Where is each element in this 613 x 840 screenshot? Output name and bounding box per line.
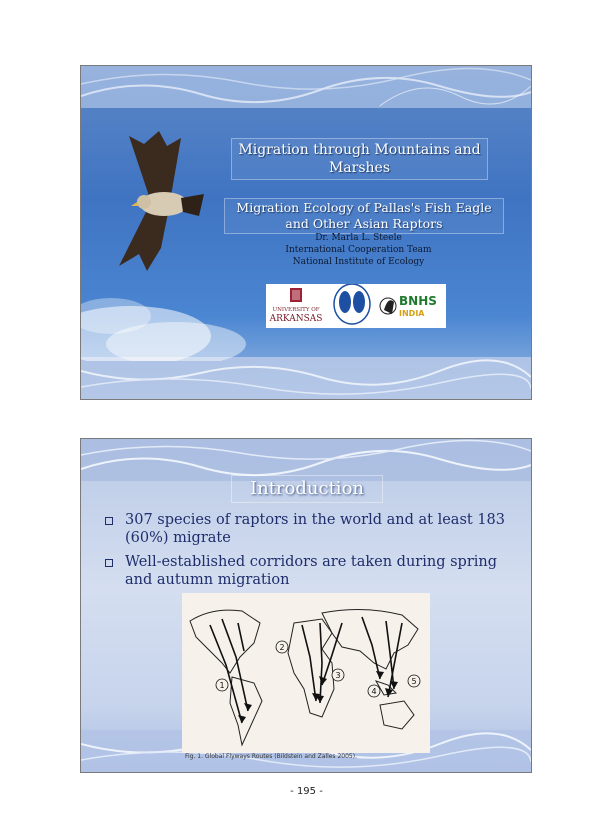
bullet-text: Well-established corridors are taken during spring and autumn migration — [125, 554, 498, 588]
flyway-label: 2 — [279, 643, 285, 652]
flyway-label: 1 — [219, 681, 225, 690]
arkansas-logo-line2: ARKANSAS — [269, 314, 323, 324]
flyway-map — [182, 593, 430, 753]
bullet-text: 307 species of raptors in the world and at least 183 (60%) migrate — [125, 512, 505, 546]
cloud-graphic — [81, 266, 261, 361]
bnhs-india-text: INDIA — [399, 309, 425, 318]
flyway-label: 4 — [371, 687, 377, 696]
slide-title: Migration through Mountains and Marshes — [231, 138, 488, 180]
australia-outline — [380, 701, 414, 729]
square-bullet-icon — [105, 559, 113, 567]
south-america-outline — [230, 677, 262, 745]
ellipse-logo — [334, 284, 370, 324]
arkansas-logo-line1: UNIVERSITY OF — [272, 307, 320, 313]
arkansas-logo — [269, 288, 323, 324]
eagle-icon — [109, 126, 209, 276]
author-name: Dr. Marla L. Steele — [315, 233, 402, 243]
bullet-list — [103, 511, 523, 595]
page-number: - 195 - — [290, 786, 323, 797]
flyway-label: 3 — [335, 671, 341, 680]
bullet-item — [103, 511, 523, 547]
partner-logos — [266, 284, 446, 328]
team-name: International Cooperation Team — [285, 245, 432, 255]
slide-subtitle: Migration Ecology of Pallas's Fish Eagle and Other Asian Raptors — [224, 198, 504, 234]
top-wave-band — [81, 66, 531, 108]
bottom-wave-band — [81, 357, 531, 399]
institute-name: National Institute of Ecology — [292, 257, 425, 267]
title-slide — [80, 65, 532, 400]
slide-title: Introduction — [231, 475, 383, 503]
intro-slide — [80, 438, 532, 773]
bnhs-logo — [380, 294, 437, 318]
bullet-item — [103, 553, 523, 589]
bnhs-text: BNHS — [399, 294, 437, 308]
square-bullet-icon — [105, 517, 113, 525]
flyway-label: 5 — [411, 677, 417, 686]
figure-caption: Fig. 1. Global Flyways Routes (Bildstein and Zalles 2005). — [185, 753, 357, 760]
